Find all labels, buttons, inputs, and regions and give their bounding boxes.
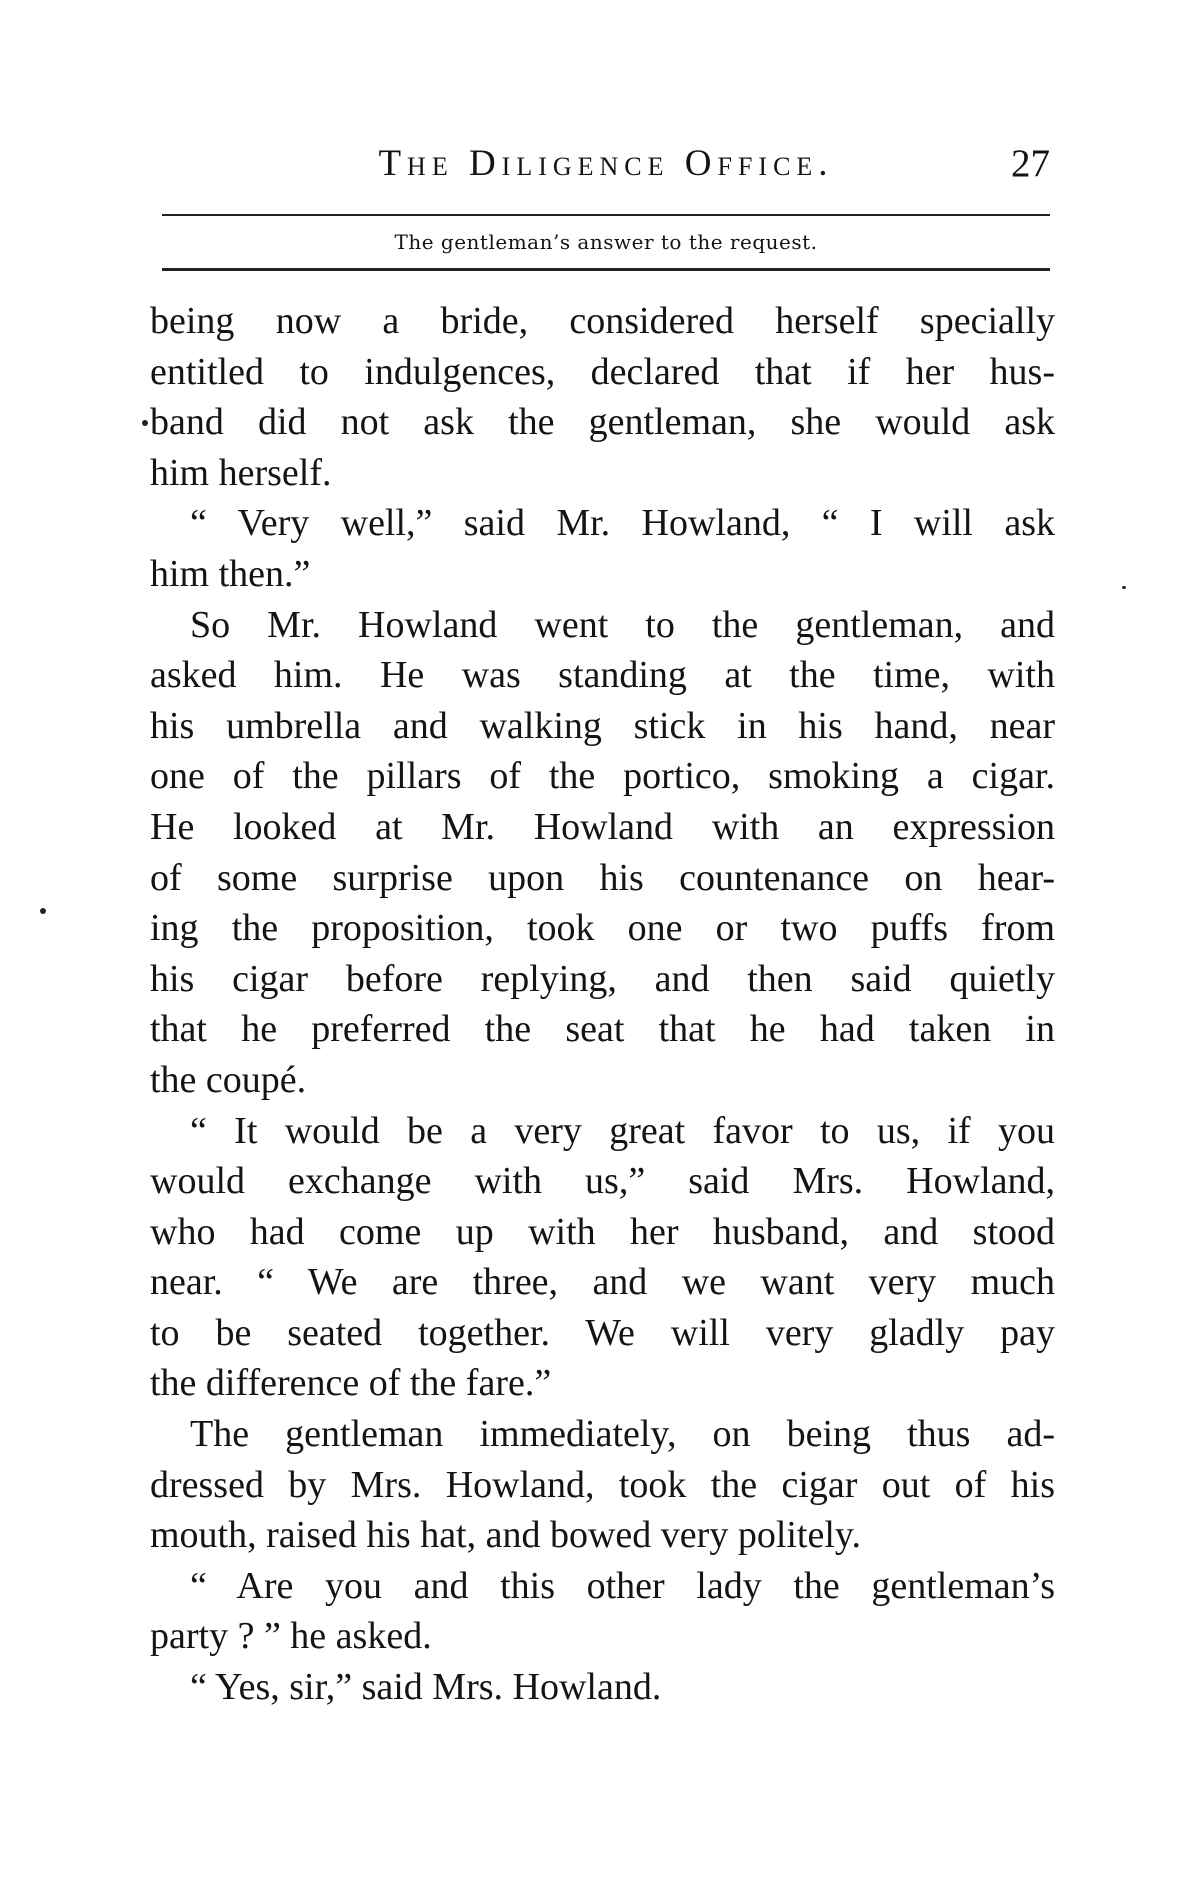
text-line: who had come up with her husband, and stood bbox=[150, 1210, 1055, 1253]
margin-mark bbox=[142, 420, 148, 426]
running-head bbox=[162, 136, 1050, 192]
text-line: that he preferred the seat that he had taken in bbox=[150, 1008, 1055, 1051]
text-line: entitled to indulgences, declared that if her hus- bbox=[150, 350, 1055, 393]
text-line: to be seated together. We will very gladly pay bbox=[150, 1311, 1055, 1354]
text-line: his cigar before replying, and then said quietly bbox=[150, 957, 1055, 1000]
text-line: asked him. He was standing at the time, with bbox=[150, 654, 1055, 697]
text-line: “ It would be a very great favor to us, if you bbox=[190, 1109, 1055, 1152]
margin-mark bbox=[1122, 586, 1126, 589]
text-line: So Mr. Howland went to the gentleman, and bbox=[190, 603, 1055, 646]
text-line: dressed by Mrs. Howland, took the cigar out of his bbox=[150, 1463, 1055, 1506]
text-line: The gentleman immediately, on being thus ad- bbox=[190, 1413, 1055, 1456]
text-line: “ Yes, sir,” said Mrs. Howland. bbox=[190, 1666, 662, 1709]
text-line: would exchange with us,” said Mrs. Howland, bbox=[150, 1160, 1055, 1203]
text-line: his umbrella and walking stick in his hand, near bbox=[150, 704, 1055, 747]
text-line: him then.” bbox=[150, 552, 311, 595]
page-number: 27 bbox=[1011, 142, 1050, 185]
text-line: “ Very well,” said Mr. Howland, “ I will ask bbox=[190, 502, 1055, 545]
text-line: party ? ” he asked. bbox=[150, 1615, 432, 1658]
text-line: ing the proposition, took one or two puffs from bbox=[150, 907, 1055, 950]
text-line: mouth, raised his hat, and bowed very politely. bbox=[150, 1514, 861, 1557]
text-line: the difference of the fare.” bbox=[150, 1362, 552, 1405]
margin-mark bbox=[40, 908, 46, 914]
header-rule-top bbox=[162, 214, 1050, 216]
text-line: him herself. bbox=[150, 451, 332, 494]
text-line: of some surprise upon his countenance on hear- bbox=[150, 856, 1055, 899]
page-subheading: The gentleman’s answer to the request. bbox=[394, 230, 818, 254]
text-line: He looked at Mr. Howland with an expression bbox=[150, 805, 1055, 848]
text-line: being now a bride, considered herself specially bbox=[150, 300, 1055, 342]
header-rule-bottom bbox=[162, 268, 1050, 271]
running-title: The Diligence Office. bbox=[378, 143, 834, 184]
text-line: the coupé. bbox=[150, 1058, 307, 1101]
text-line: one of the pillars of the portico, smoking a cigar. bbox=[150, 755, 1055, 798]
text-line: “ Are you and this other lady the gentleman’s bbox=[190, 1564, 1055, 1607]
text-line: near. “ We are three, and we want very much bbox=[150, 1261, 1055, 1304]
text-line: band did not ask the gentleman, she would ask bbox=[150, 401, 1055, 444]
body-text bbox=[150, 296, 1055, 1713]
